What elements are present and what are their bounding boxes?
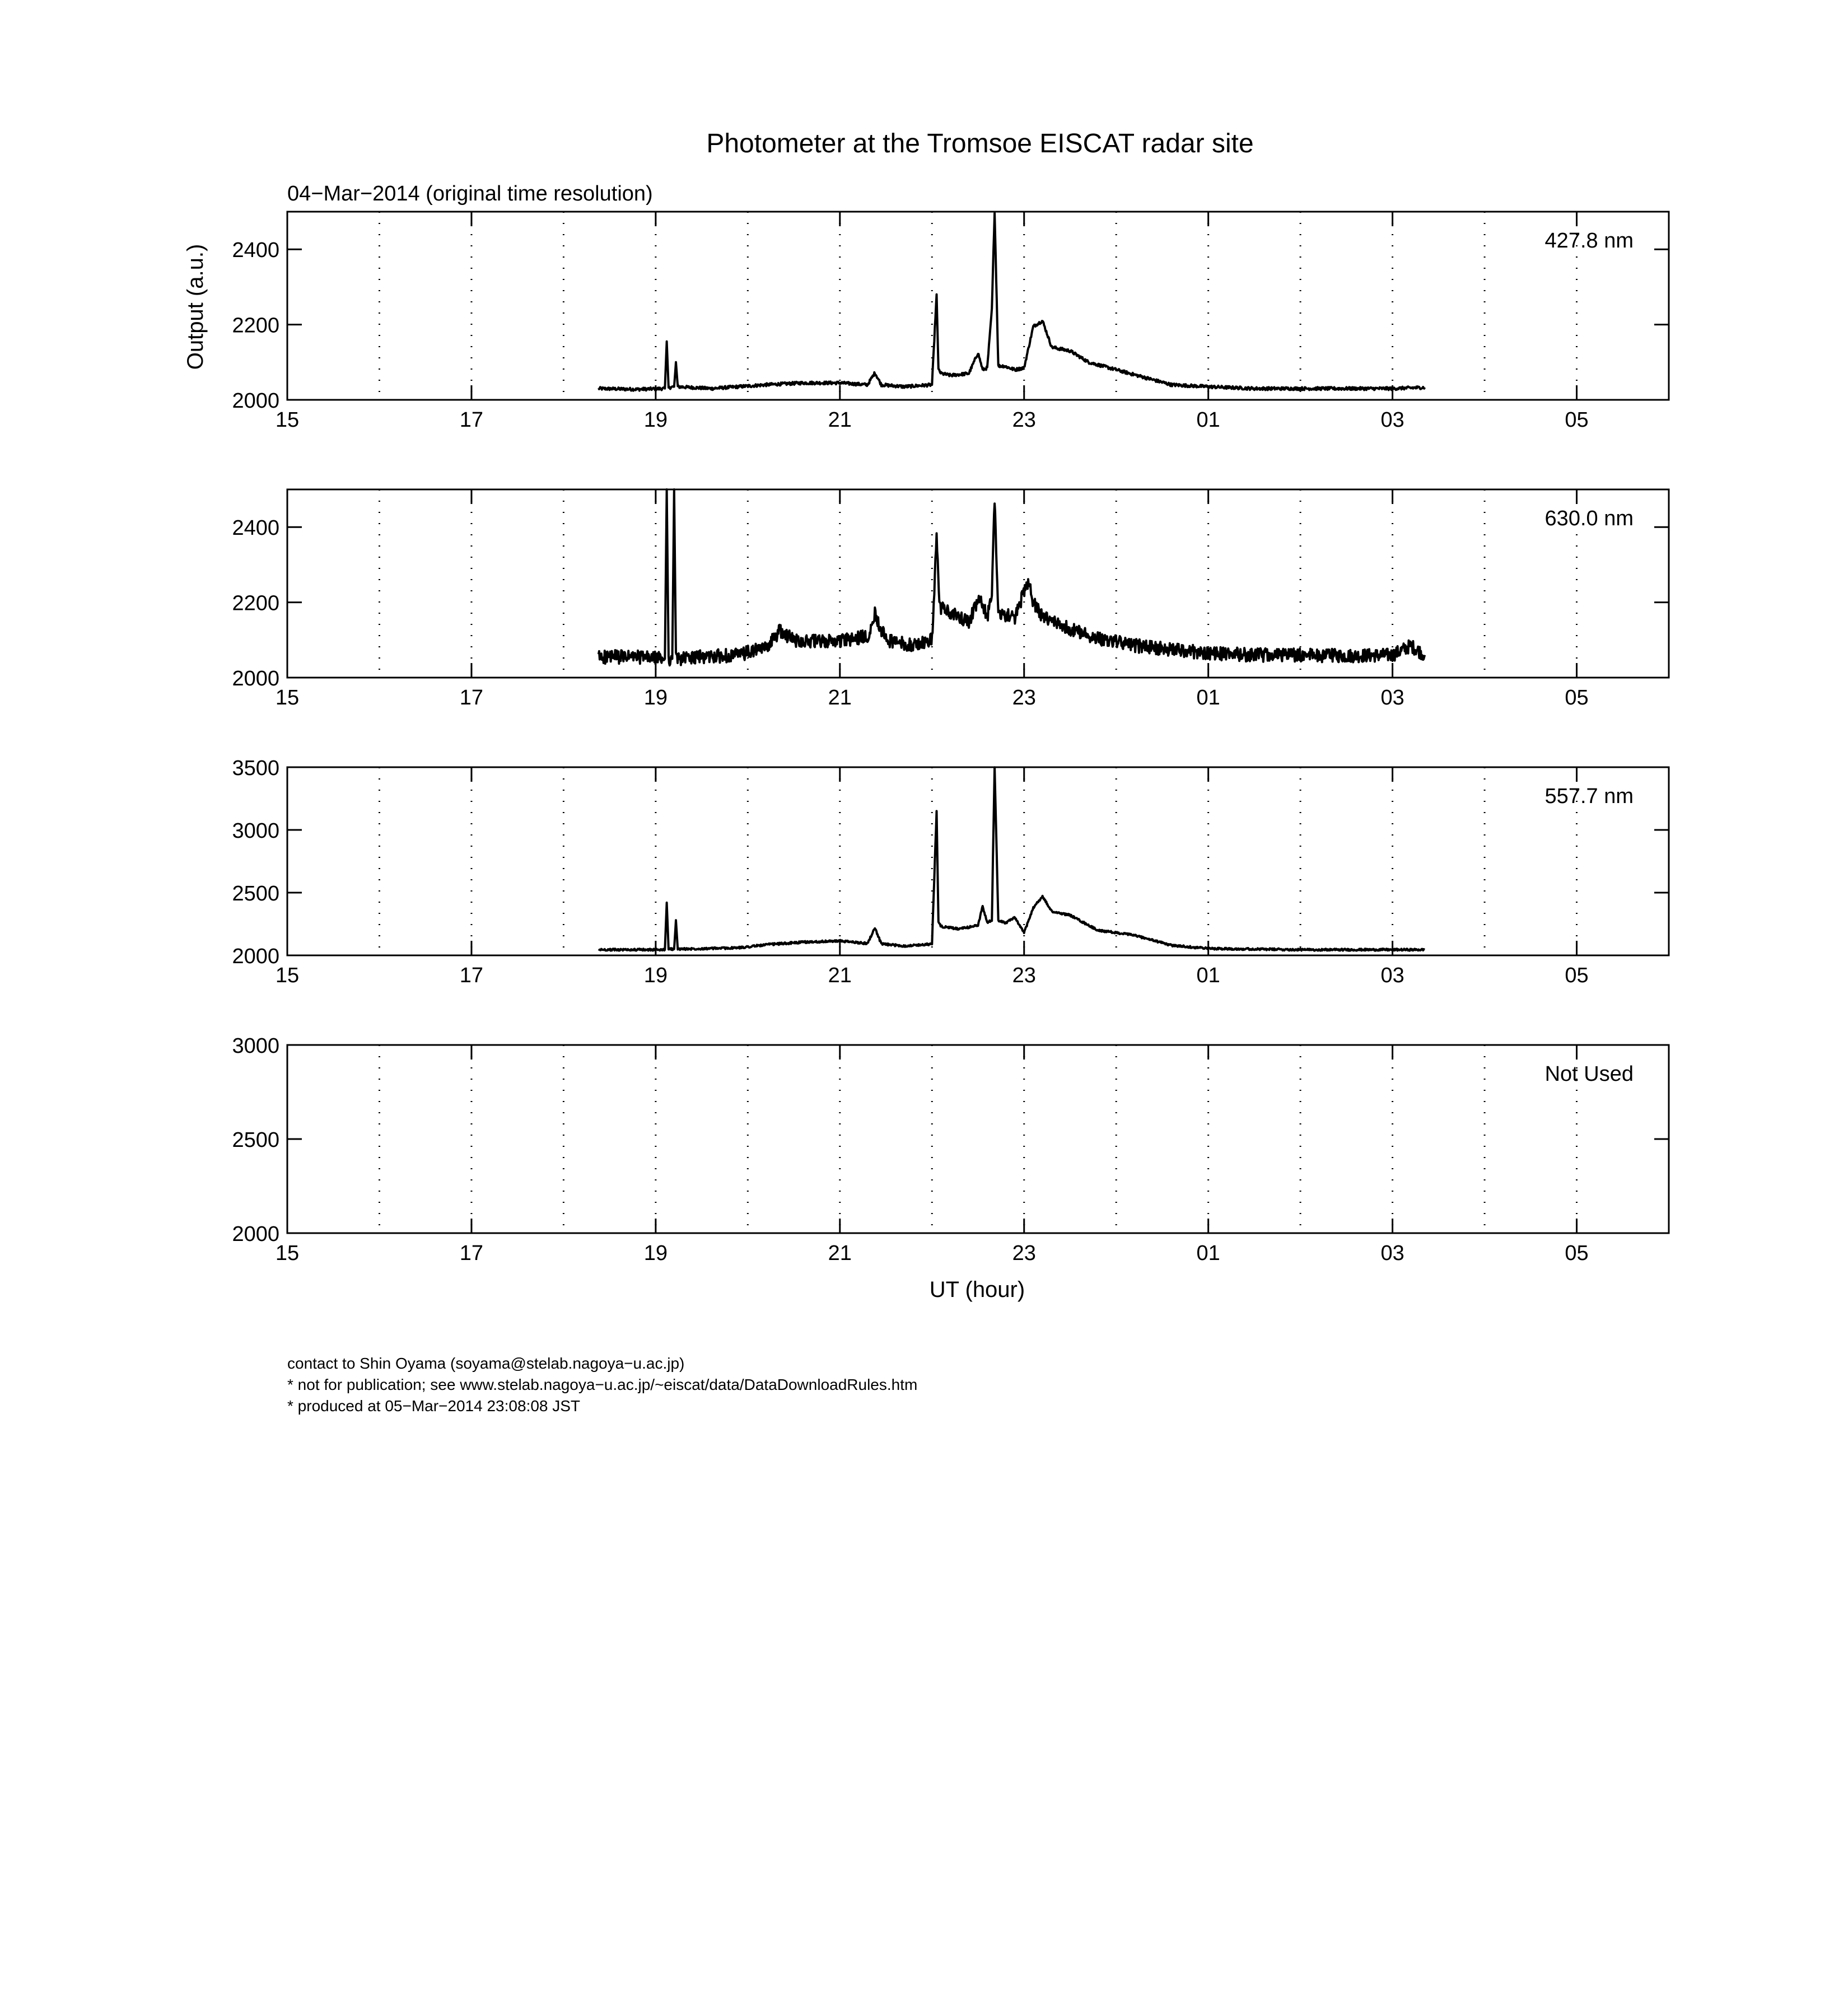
x-tick-label: 05 <box>1565 1242 1589 1265</box>
y-tick-label: 3500 <box>232 757 279 780</box>
x-tick-label: 21 <box>828 686 852 710</box>
figure-title: Photometer at the Tromsoe EISCAT radar site <box>706 129 1254 158</box>
x-tick-label: 23 <box>1012 964 1036 987</box>
x-tick-label: 19 <box>643 686 668 710</box>
y-tick-label: 2000 <box>232 389 279 413</box>
x-tick-label: 05 <box>1565 686 1589 710</box>
panel-label: 557.7 nm <box>1544 785 1634 808</box>
y-tick-label: 2000 <box>232 667 279 690</box>
x-tick-label: 01 <box>1196 1242 1220 1265</box>
x-tick-label: 17 <box>459 686 484 710</box>
x-tick-label: 19 <box>643 408 668 432</box>
y-tick-label: 3000 <box>232 1034 279 1058</box>
y-tick-label: 2400 <box>232 516 279 540</box>
x-tick-label: 01 <box>1196 686 1220 710</box>
panel-label: 427.8 nm <box>1544 229 1634 253</box>
x-tick-label: 23 <box>1012 1242 1036 1265</box>
x-tick-label: 21 <box>828 408 852 432</box>
x-tick-label: 19 <box>643 964 668 987</box>
x-tick-label: 19 <box>643 1242 668 1265</box>
y-tick-label: 2500 <box>232 1128 279 1152</box>
footer-produced: * produced at 05−Mar−2014 23:08:08 JST <box>287 1397 581 1415</box>
x-tick-label: 03 <box>1380 1242 1404 1265</box>
x-tick-label: 21 <box>828 964 852 987</box>
x-tick-label: 21 <box>828 1242 852 1265</box>
y-tick-label: 2200 <box>232 591 279 615</box>
x-tick-label: 05 <box>1565 408 1589 432</box>
x-tick-label: 01 <box>1196 964 1220 987</box>
x-tick-label: 15 <box>275 1242 300 1265</box>
y-tick-label: 2000 <box>232 1222 279 1246</box>
y-axis-label: Output (a.u.) <box>183 244 208 370</box>
x-tick-label: 15 <box>275 408 300 432</box>
x-tick-label: 03 <box>1380 686 1404 710</box>
x-tick-label: 15 <box>275 686 300 710</box>
y-tick-label: 2500 <box>232 882 279 906</box>
y-tick-label: 3000 <box>232 819 279 843</box>
x-tick-label: 23 <box>1012 408 1036 432</box>
x-tick-label: 03 <box>1380 408 1404 432</box>
x-tick-label: 17 <box>459 1242 484 1265</box>
y-tick-label: 2000 <box>232 945 279 968</box>
x-tick-label: 15 <box>275 964 300 987</box>
x-tick-label: 05 <box>1565 964 1589 987</box>
y-tick-label: 2400 <box>232 239 279 263</box>
x-axis-label: UT (hour) <box>929 1277 1025 1302</box>
x-tick-label: 17 <box>459 964 484 987</box>
panel-label: 630.0 nm <box>1544 507 1634 530</box>
x-tick-label: 01 <box>1196 408 1220 432</box>
x-tick-label: 17 <box>459 408 484 432</box>
x-tick-label: 23 <box>1012 686 1036 710</box>
footer-rules: * not for publication; see www.stelab.nagoya−u.ac.jp/~eiscat/data/DataDownloadRules.htm <box>287 1376 918 1393</box>
footer-contact: contact to Shin Oyama (soyama@stelab.nagoya−u.ac.jp) <box>287 1355 685 1372</box>
panel-label: Not Used <box>1544 1062 1634 1086</box>
figure-subtitle: 04−Mar−2014 (original time resolution) <box>287 182 653 206</box>
x-tick-label: 03 <box>1380 964 1404 987</box>
y-tick-label: 2200 <box>232 314 279 338</box>
